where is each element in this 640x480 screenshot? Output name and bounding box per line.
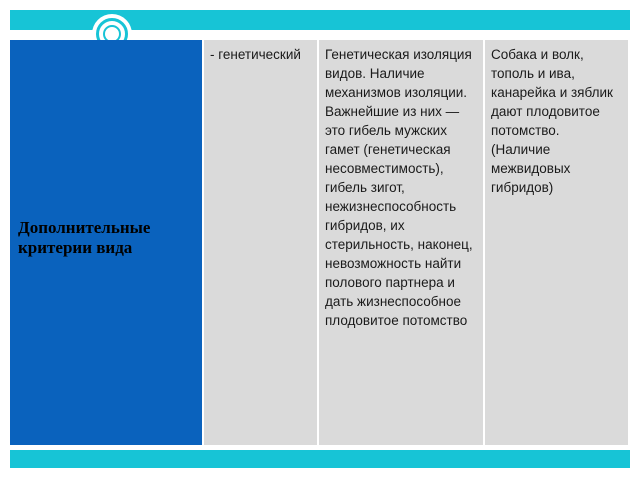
examples-cell: Собака и волк, тополь и ива, канарейка и зяблик дают плодовитое потомство. (Наличие межвидовых гибридов) <box>484 40 628 445</box>
table-row <box>10 40 628 445</box>
bottom-accent-band <box>10 450 630 468</box>
criterion-cell: - генетический <box>203 40 318 445</box>
row-header-cell: Дополнительные критерии вида <box>10 40 203 445</box>
description-cell: Генетическая изоляция видов. Наличие механизмов изоляции. Важнейшие из них — это гибель мужских гамет (генетическая несовместимость), гибель зигот, нежизнеспособность гибридов, их стерильность, наконец, невозможность найти полового партнера и дать жизнеспособное плодовитое потомство <box>318 40 484 445</box>
criteria-table <box>10 40 628 445</box>
